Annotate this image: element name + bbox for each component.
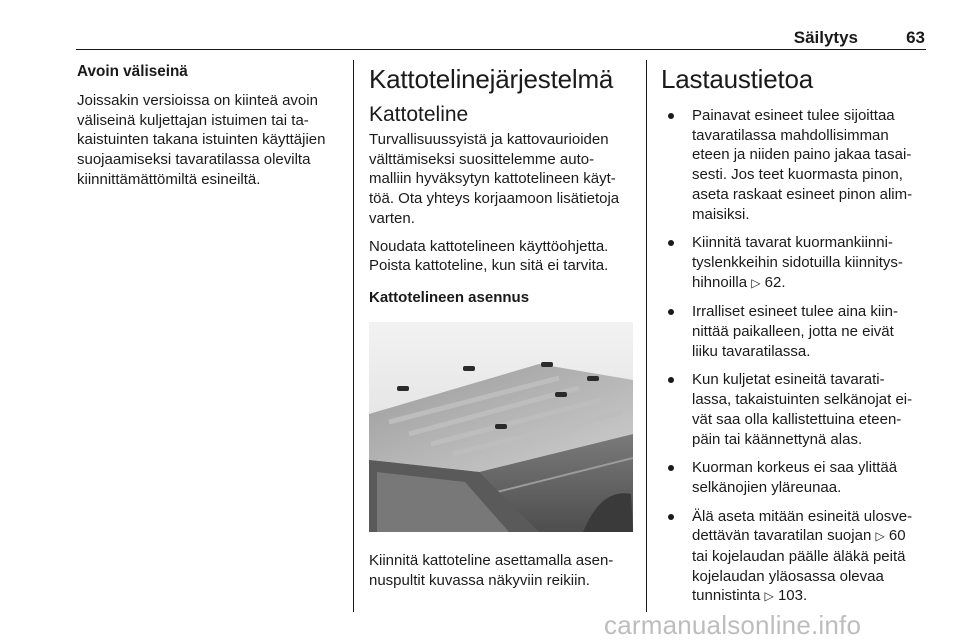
text-line: malliin hyväksytyn kattotelineen käyt- bbox=[369, 170, 616, 188]
list-item: Painavat esineet tulee sijoittaa tavaratilassa mahdollisimman eteen ja niiden paino jakaa tasai- sesti. Jos teet kuormasta pinon, aseta raskaat esineet pinon alim- maisiksi. bbox=[661, 106, 929, 224]
text-line: Noudata kattotelineen käyttöohjetta. bbox=[369, 237, 609, 255]
paragraph-roof-rack-safety bbox=[369, 130, 635, 229]
bullet-icon bbox=[668, 514, 674, 520]
bullet-icon bbox=[668, 377, 674, 383]
bullet-icon bbox=[668, 113, 674, 119]
paragraph-open-partition bbox=[77, 91, 345, 190]
text-line: Turvallisuussyistä ja kattovaurioiden bbox=[369, 131, 609, 148]
text-line: suojaamiseksi tavaratilassa olevilta bbox=[77, 151, 311, 169]
bullet-icon bbox=[668, 465, 674, 471]
heading-open-partition: Avoin väliseinä bbox=[77, 63, 188, 80]
figure-caption-roof-rack bbox=[369, 551, 635, 590]
page-reference-link[interactable]: 62 bbox=[764, 273, 782, 291]
text-line: Joissakin versioissa on kiinteä avoin bbox=[77, 92, 318, 109]
section-title-loading-info: Lastaustietoa bbox=[661, 64, 814, 94]
column-roof-rack bbox=[369, 62, 635, 598]
list-item: Älä aseta mitään esineitä ulosve- dettävän tavaratilan suojan ▷ 60 tai kojelaudan päälle äläkä peitä kojelaudan yläosassa olevaa tunnistinta ▷ 103. bbox=[661, 507, 929, 608]
page-number: 63 bbox=[906, 28, 925, 47]
text-line: nuspultit kuvassa näkyviin reikiin. bbox=[369, 571, 590, 589]
paragraph-roof-rack-instructions bbox=[369, 237, 635, 276]
triangle-right-icon: ▷ bbox=[751, 275, 761, 290]
text-line: välttämiseksi suosittelemme auto- bbox=[369, 150, 595, 168]
header-rule bbox=[76, 49, 926, 50]
text-line: varten. bbox=[369, 209, 415, 227]
list-item: Kiinnitä tavarat kuormankiinni- tyslenkkeihin sidotuilla kiinnitys- hihnoilla ▷ 62. bbox=[661, 233, 929, 293]
text-line: Kiinnitä kattoteline asettamalla asen- bbox=[369, 551, 614, 569]
triangle-right-icon: ▷ bbox=[875, 529, 885, 544]
bullet-icon bbox=[668, 240, 674, 246]
text-line: töä. Ota yhteys korjaamoon lisätietoja bbox=[369, 190, 620, 208]
text-line: kaistuinten takana istuinten käyttäjien bbox=[77, 131, 326, 149]
text-line: Poista kattoteline, kun sitä ei tarvita. bbox=[369, 257, 609, 275]
column-open-partition bbox=[77, 62, 345, 198]
loading-bullet-list bbox=[661, 106, 929, 607]
column-divider-1 bbox=[353, 60, 354, 612]
triangle-right-icon: ▷ bbox=[764, 589, 774, 604]
bullet-icon bbox=[668, 309, 674, 315]
text-line: kiinnittämättömiltä esineiltä. bbox=[77, 170, 261, 188]
page-reference-link[interactable]: 103 bbox=[777, 587, 803, 605]
list-item: Kun kuljetat esineitä tavarati- lassa, takaistuinten selkänojat ei- vät saa olla kallistettuina eteen- päin tai käännettynä alas. bbox=[661, 370, 929, 449]
heading-roof-rack-installation: Kattotelineen asennus bbox=[369, 288, 530, 306]
section-title-roof-rack-system: Kattotelinejärjestelmä bbox=[369, 64, 614, 94]
column-loading-info bbox=[661, 62, 929, 616]
watermark: carmanualsonline.info bbox=[604, 610, 862, 640]
column-divider-2 bbox=[646, 60, 647, 612]
list-item: Kuorman korkeus ei saa ylittää selkänojien yläreunaa. bbox=[661, 458, 929, 497]
running-header-title: Säilytys bbox=[793, 28, 858, 47]
text-line: väliseinä kuljettajan istuimen tai ta- bbox=[77, 111, 309, 129]
list-item: Irralliset esineet tulee aina kiin- nittää paikalleen, jotta ne eivät liiku tavaratilassa. bbox=[661, 302, 929, 361]
page-reference-link[interactable]: 60 bbox=[888, 527, 906, 545]
van-roof-illustration bbox=[369, 322, 633, 532]
subsection-title-roof-rack: Kattoteline bbox=[369, 103, 469, 126]
